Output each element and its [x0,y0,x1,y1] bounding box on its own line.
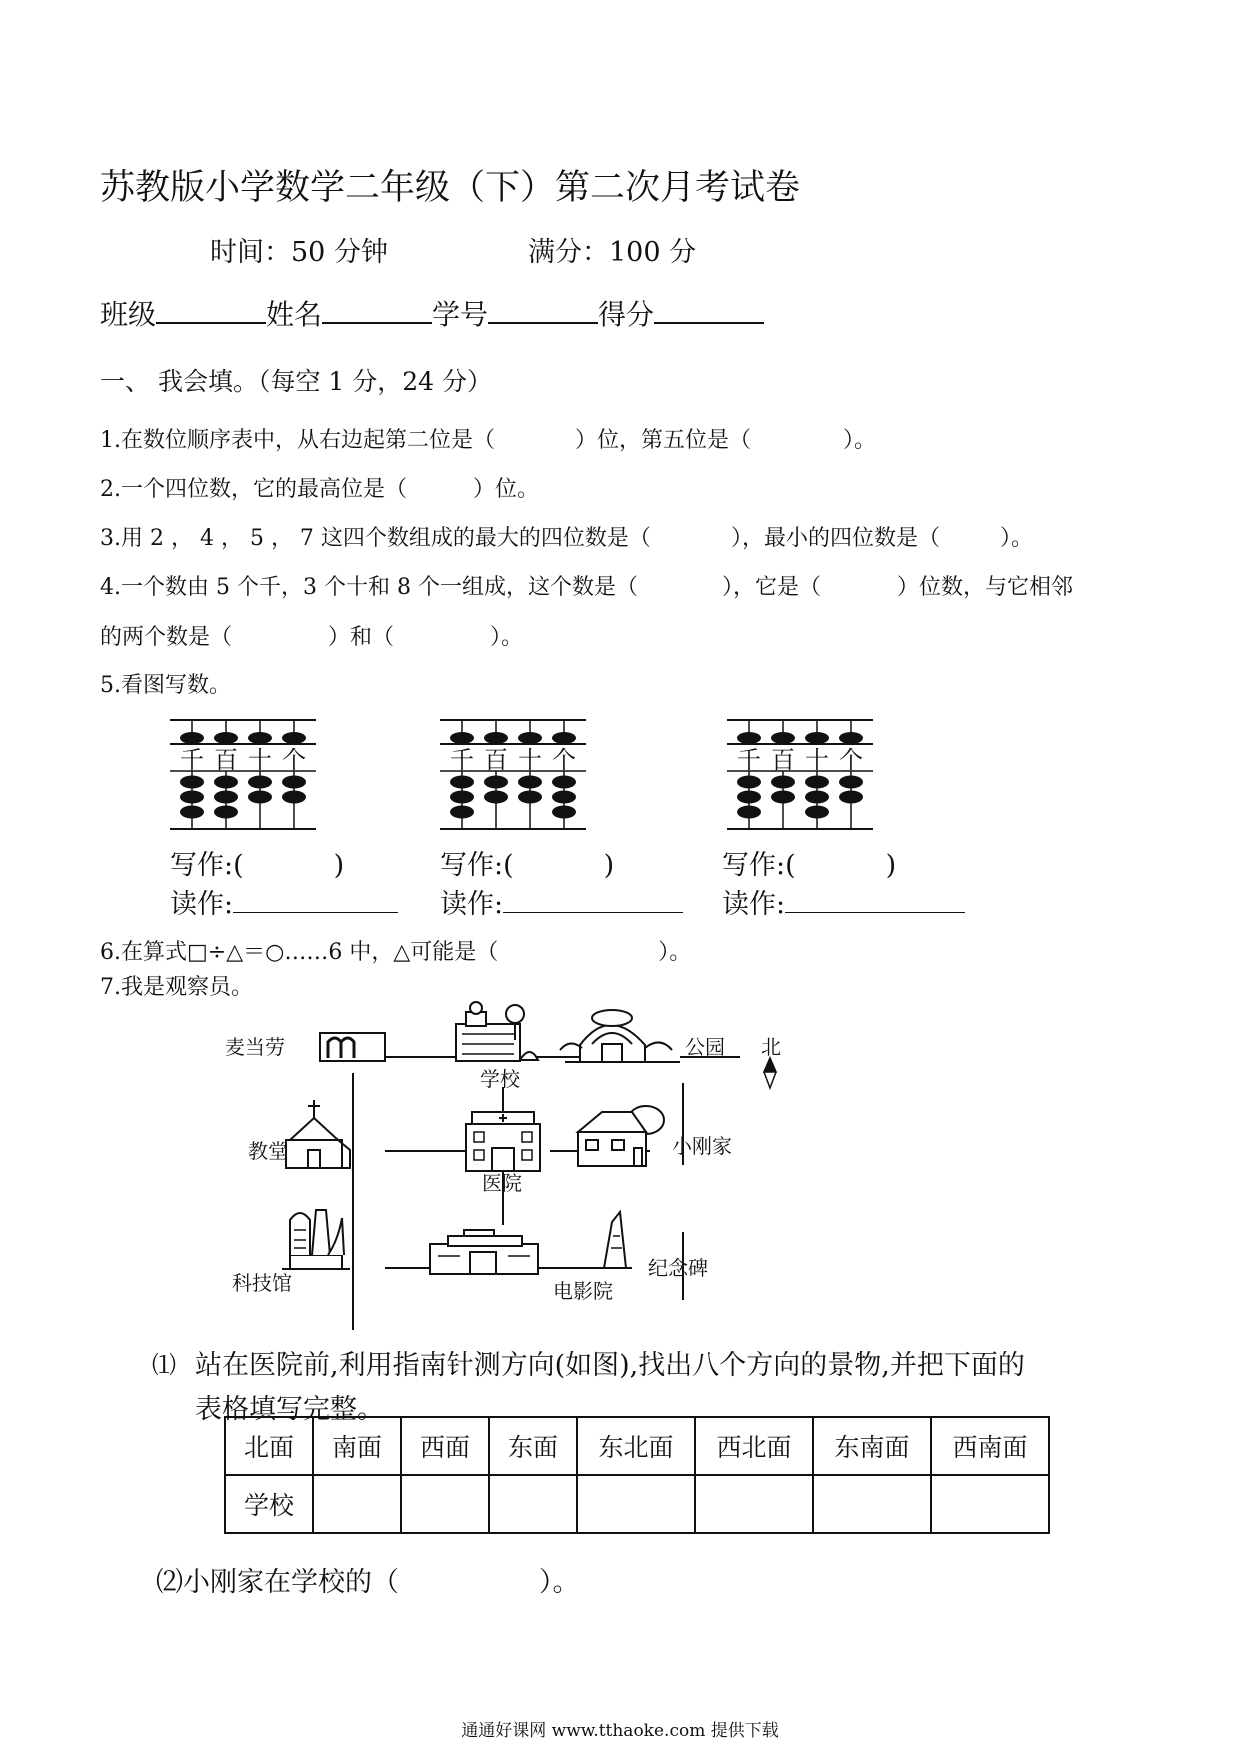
abacus-3-read-blank[interactable] [785,890,965,913]
question-6 [100,935,691,966]
number-label: 学号 [432,298,489,331]
section-heading: 一、 我会填。（每空 1 分，24 分） [100,367,493,396]
q4-text-e: ）和（ [328,625,395,650]
q3-text-a: 3.用 2 ， 4 ， 5 ， 7 这四个数组成的最大的四位数是（ [100,526,651,551]
question-3 [100,521,1033,552]
question-1 [100,423,876,454]
class-blank[interactable] [156,298,266,324]
q1-text-b: ）位，第五位是（ [575,428,752,453]
header-west: 西面 [401,1417,489,1475]
q1-text-c: ）。 [843,428,877,453]
label-mcdonalds: 麦当劳 [225,1035,285,1059]
sub2-text-a: ⑵小刚家在学校的（ [156,1567,399,1598]
table-header-row [225,1417,1049,1475]
direction-map [220,1000,880,1330]
abacus-lower-bead [214,776,238,789]
abacus-lower-bead [771,791,795,804]
abacus-place-label: 百 [484,746,508,774]
abacus-1-read [170,882,398,921]
cell-southwest[interactable] [931,1475,1049,1533]
abacus-1-read-blank[interactable] [233,890,398,913]
direction-table [224,1416,1050,1534]
abacus-place-label: 十 [518,746,542,774]
q6-text-a: 6.在算式□÷△＝○……6 中，△可能是（ [100,940,499,965]
abacus-lower-bead [552,776,576,789]
abacus-3-write-close: ) [885,850,897,881]
cell-northeast[interactable] [577,1475,695,1533]
label-hospital: 医院 [482,1171,522,1195]
cell-northwest[interactable] [695,1475,813,1533]
abacus-lower-bead [737,776,761,789]
name-blank[interactable] [322,298,432,324]
science-museum-icon [282,1210,350,1269]
abacus-place-label: 千 [737,746,761,774]
cell-west[interactable] [401,1475,489,1533]
label-park: 公园 [685,1035,725,1059]
abacus-lower-bead [282,776,306,789]
abacus-upper-bead [282,732,306,744]
abacus-lower-bead [484,791,508,804]
q3-text-b: ），最小的四位数是（ [730,526,940,551]
name-label: 姓名 [266,298,323,331]
abacus-place-label: 千 [180,746,204,774]
xiaogang-house-icon [578,1106,664,1166]
abacus-lower-bead [771,776,795,789]
score-blank[interactable] [654,298,764,324]
abacus-lower-bead [805,791,829,804]
abacus-lower-bead [839,776,863,789]
abacus-2 [440,720,586,829]
abacus-2-read-blank[interactable] [503,890,683,913]
abacus-upper-bead [450,732,474,744]
q6-text-b: ）。 [658,940,692,965]
q2-text-b: ）位。 [473,477,540,502]
abacus-1 [170,720,316,829]
page-title: 苏教版小学数学二年级（下）第二次月考试卷 [100,168,801,208]
question-4-line-1 [100,570,1073,601]
abacus-upper-bead [552,732,576,744]
exam-time: 时间：50 分钟 [210,237,388,268]
abacus-place-label: 个 [839,746,863,774]
label-school: 学校 [480,1067,520,1091]
q2-text-a: 2.一个四位数，它的最高位是（ [100,477,407,502]
abacus-place-label: 十 [248,746,272,774]
header-northeast: 东北面 [577,1417,695,1475]
abacus-lower-bead [805,806,829,819]
abacus-2-read-label: 读作: [440,889,504,920]
q4-text-d: 的两个数是（ [100,625,233,650]
sub-question-1-number: ⑴ [152,1351,176,1379]
label-cinema: 电影院 [553,1279,613,1303]
student-info-line [100,293,764,333]
abacus-lower-bead [552,806,576,819]
abacus-2-write-close: ) [603,850,615,881]
abacus-upper-bead [180,732,204,744]
abacus-place-label: 个 [282,746,306,774]
abacus-upper-bead [214,732,238,744]
cell-southeast[interactable] [813,1475,931,1533]
abacus-lower-bead [248,791,272,804]
question-5: 5.看图写数。 [100,673,231,698]
q4-text-b: ），它是（ [721,575,821,600]
abacus-place-label: 十 [805,746,829,774]
label-church: 教堂 [248,1139,288,1163]
park-icon [560,1010,680,1062]
abacus-lower-bead [805,776,829,789]
abacus-lower-bead [214,791,238,804]
footer-text: 通通好课网 www.tthaoke.com 提供下载 [461,1721,779,1741]
abacus-lower-bead [180,776,204,789]
abacus-lower-bead [450,791,474,804]
abacus-lower-bead [180,806,204,819]
header-east: 东面 [489,1417,577,1475]
abacus-upper-bead [771,732,795,744]
abacus-lower-bead [248,776,272,789]
mcdonalds-icon [320,1033,385,1061]
abacus-figures [170,715,1120,832]
label-north: 北 [761,1035,781,1059]
abacus-place-label: 百 [771,746,795,774]
abacus-place-label: 个 [552,746,576,774]
abacus-3-read-label: 读作: [722,889,786,920]
abacus-3-write [722,843,896,882]
abacus-upper-bead [248,732,272,744]
exam-full-score: 满分：100 分 [528,237,697,268]
q3-text-c: ）。 [999,526,1033,551]
abacus-lower-bead [282,791,306,804]
abacus-place-label: 百 [214,746,238,774]
cell-south[interactable] [313,1475,401,1533]
header-southeast: 东南面 [813,1417,931,1475]
abacus-lower-bead [518,791,542,804]
abacus-2-write [440,843,614,882]
header-south: 南面 [313,1417,401,1475]
school-icon [456,1002,538,1061]
question-7: 7.我是观察员。 [100,975,253,1000]
abacus-upper-bead [805,732,829,744]
q4-text-f: ）。 [490,625,524,650]
sub-question-1-line-1: 站在医院前,利用指南针测方向(如图),找出八个方向的景物,并把下面的 [195,1350,1025,1381]
abacus-1-write-label: 写作:( [170,850,244,881]
abacus-upper-bead [737,732,761,744]
abacus-2-write-label: 写作:( [440,850,514,881]
question-4-line-2 [100,620,523,651]
label-monument: 纪念碑 [648,1256,708,1280]
header-southwest: 西南面 [931,1417,1049,1475]
sub-question-1-line-2: 表格填写完整。 [195,1394,384,1425]
abacus-lower-bead [180,791,204,804]
abacus-1-write-close: ) [333,850,345,881]
abacus-1-read-label: 读作: [170,889,234,920]
abacus-lower-bead [450,776,474,789]
abacus-1-write [170,843,344,882]
hospital-icon [466,1112,540,1171]
abacus-2-read [440,882,683,921]
abacus-lower-bead [552,791,576,804]
abacus-3-read [722,882,965,921]
abacus-upper-bead [484,732,508,744]
abacus-lower-bead [737,806,761,819]
abacus-lower-bead [737,791,761,804]
number-blank[interactable] [488,298,598,324]
abacus-lower-bead [484,776,508,789]
monument-icon [598,1212,632,1268]
q4-text-a: 4.一个数由 5 个千，3 个十和 8 个一组成，这个数是（ [100,575,638,600]
cell-east[interactable] [489,1475,577,1533]
abacus-lower-bead [839,791,863,804]
q4-text-c: ）位数，与它相邻 [896,575,1073,600]
abacus-3 [727,720,873,829]
header-north: 北面 [225,1417,313,1475]
abacus-lower-bead [518,776,542,789]
label-science-museum: 科技馆 [232,1271,292,1295]
cell-north: 学校 [225,1475,313,1533]
class-label: 班级 [100,298,157,331]
sub-question-2 [156,1560,580,1599]
cinema-icon [430,1230,538,1274]
sub2-text-b: ）。 [539,1567,580,1598]
q1-text-a: 1.在数位顺序表中，从右边起第二位是（ [100,428,495,453]
abacus-lower-bead [214,806,238,819]
label-xiaogang-home: 小刚家 [672,1134,732,1158]
abacus-upper-bead [518,732,542,744]
abacus-upper-bead [839,732,863,744]
score-label: 得分 [598,298,655,331]
header-northwest: 西北面 [695,1417,813,1475]
abacus-3-write-label: 写作:( [722,850,796,881]
question-2 [100,472,539,503]
church-icon [286,1100,350,1168]
north-arrow-icon [764,1058,776,1088]
abacus-lower-bead [450,806,474,819]
abacus-place-label: 千 [450,746,474,774]
table-answer-row [225,1475,1049,1533]
